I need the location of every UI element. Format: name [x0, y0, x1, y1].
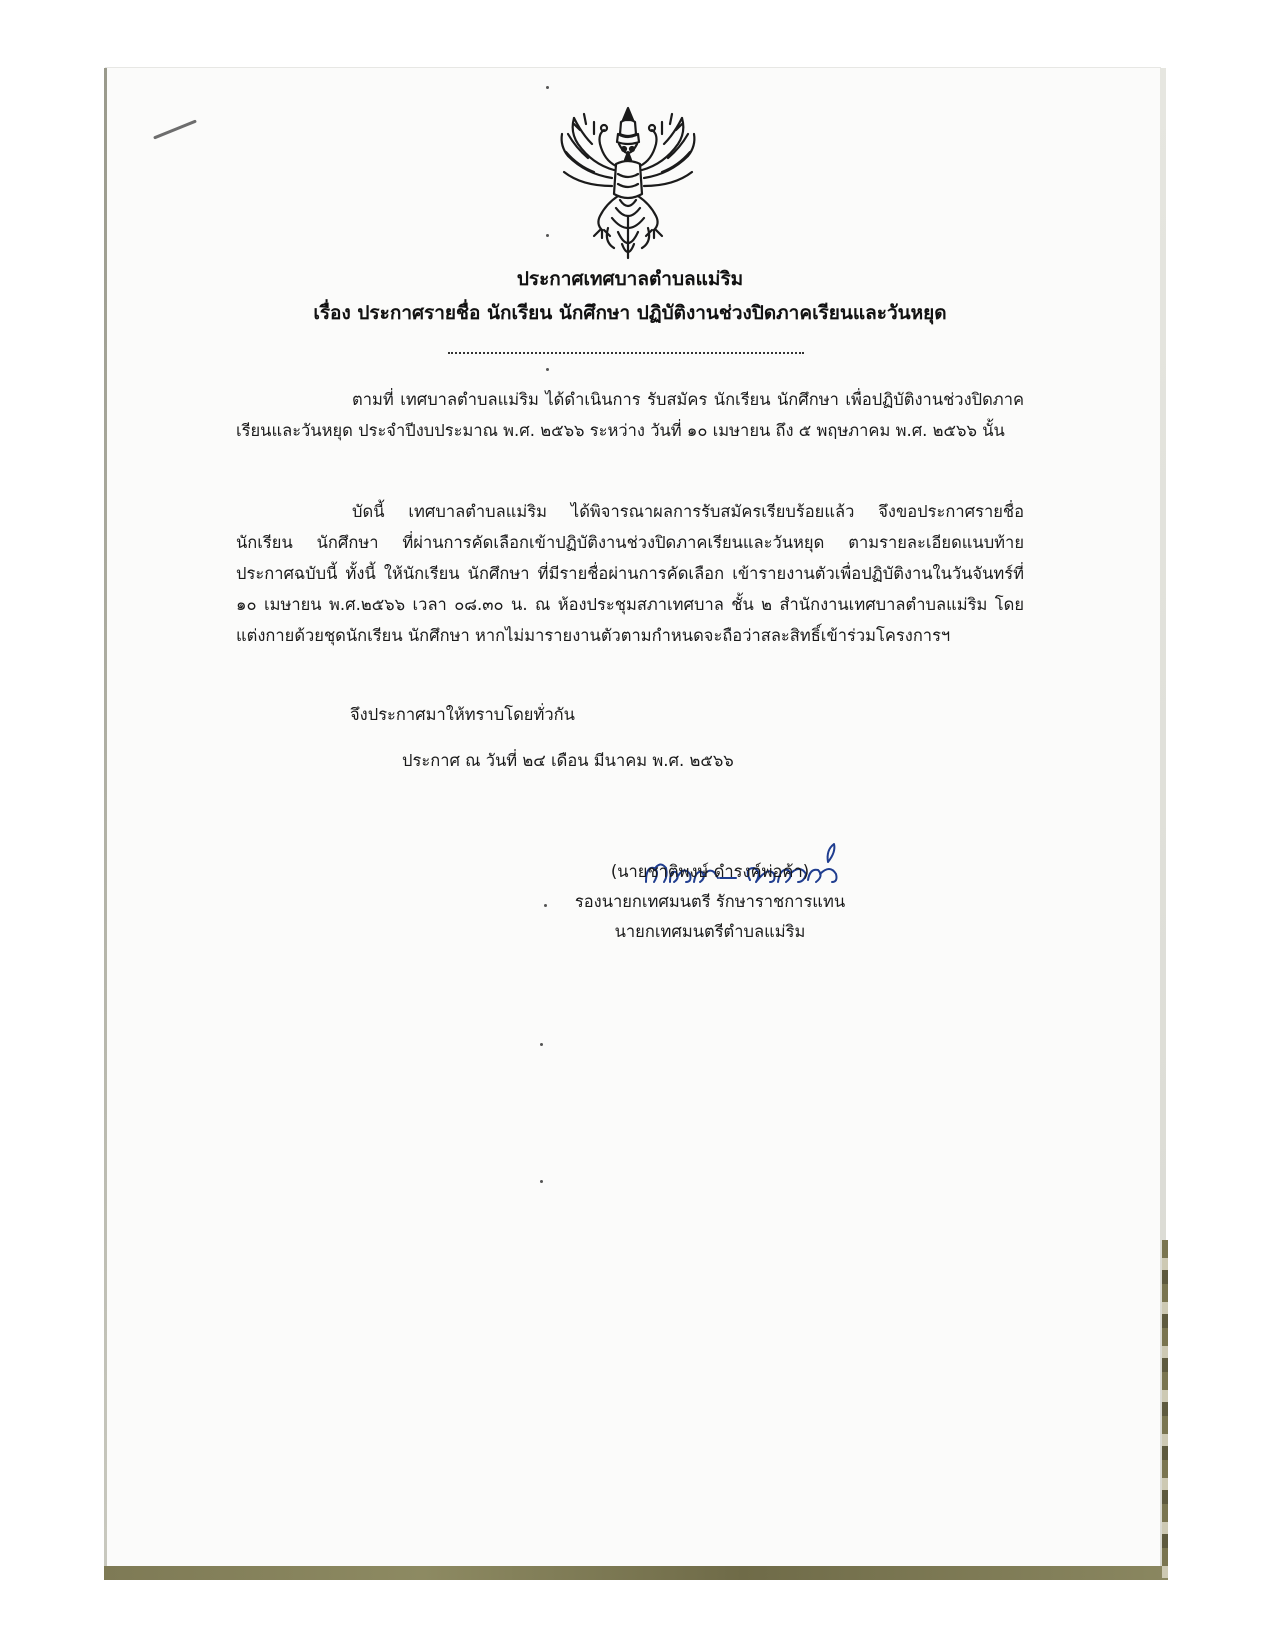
title-dotted-separator — [448, 352, 804, 354]
dust-speck — [546, 234, 549, 237]
announcement-subject: เรื่อง ประกาศรายชื่อ นักเรียน นักศึกษา ปฏิบัติงานช่วงปิดภาคเรียนและวันหยุด — [313, 302, 947, 324]
closing-line: จึงประกาศมาให้ทราบโดยทั่วกัน — [350, 705, 575, 724]
dust-speck — [544, 904, 547, 907]
sheet-left-edge — [104, 68, 107, 1578]
announcement-date: ประกาศ ณ วันที่ ๒๔ เดือน มีนาคม พ.ศ. ๒๕๖๖ — [402, 751, 734, 770]
dust-speck — [546, 368, 549, 371]
garuda-emblem-icon — [556, 104, 700, 262]
signatory-name: (นายชาติพงษ์ ดำรงค์พ่อค้า) — [610, 862, 810, 881]
signatory-position-2: นายกเทศมนตรีตำบลแม่ริม — [614, 922, 806, 941]
body-paragraph-2 — [236, 496, 1024, 651]
desk-background-bottom — [104, 1566, 1168, 1580]
body-paragraph-1 — [236, 384, 1024, 446]
desk-background-right — [1162, 1240, 1168, 1578]
body-paragraph-2-text: บัดนี้ เทศบาลตำบลแม่ริม ได้พิจารณาผลการรับสมัครเรียบร้อยแล้ว จึงขอประกาศรายชื่อนักเรียน นักศึกษา ที่ผ่านการคัดเลือกเข้าปฏิบัติงานช่วงปิดภาคเรียนและวันหยุด ตามรายละเอียดแนบท้ายประกาศฉบับนี้ ทั้งนี้ ให้นักเรียน นักศึกษา ที่มีรายชื่อผ่านการคัดเลือก เข้ารายงานตัวเพื่อปฏิบัติงานในวันจันทร์ที่ ๑๐ เมษายน พ.ศ.๒๕๖๖ เวลา ๐๘.๓๐ น. ณ ห้องประชุมสภาเทศบาล ชั้น ๒ สำนักงานเทศบาลตำบลแม่ริม โดยแต่งกายด้วยชุดนักเรียน นักศึกษา หากไม่มารายงานตัวตามกำหนดจะถือว่าสละสิทธิ์เข้าร่วมโครงการฯ — [236, 502, 1024, 645]
dust-speck — [540, 1043, 543, 1046]
body-paragraph-1-text: ตามที่ เทศบาลตำบลแม่ริม ได้ดำเนินการ รับสมัคร นักเรียน นักศึกษา เพื่อปฏิบัติงานช่วงปิดภาคเรียนและวันหยุด ประจำปีงบประมาณ พ.ศ. ๒๕๖๖ ระหว่าง วันที่ ๑๐ เมษายน ถึง ๕ พฤษภาคม พ.ศ. ๒๕๖๖ นั้น — [236, 390, 1024, 440]
dust-speck — [546, 86, 549, 89]
signatory-position-1: รองนายกเทศมนตรี รักษาราชการแทน — [574, 892, 846, 911]
announcement-title: ประกาศเทศบาลตำบลแม่ริม — [516, 268, 744, 290]
dust-speck — [540, 1180, 543, 1183]
